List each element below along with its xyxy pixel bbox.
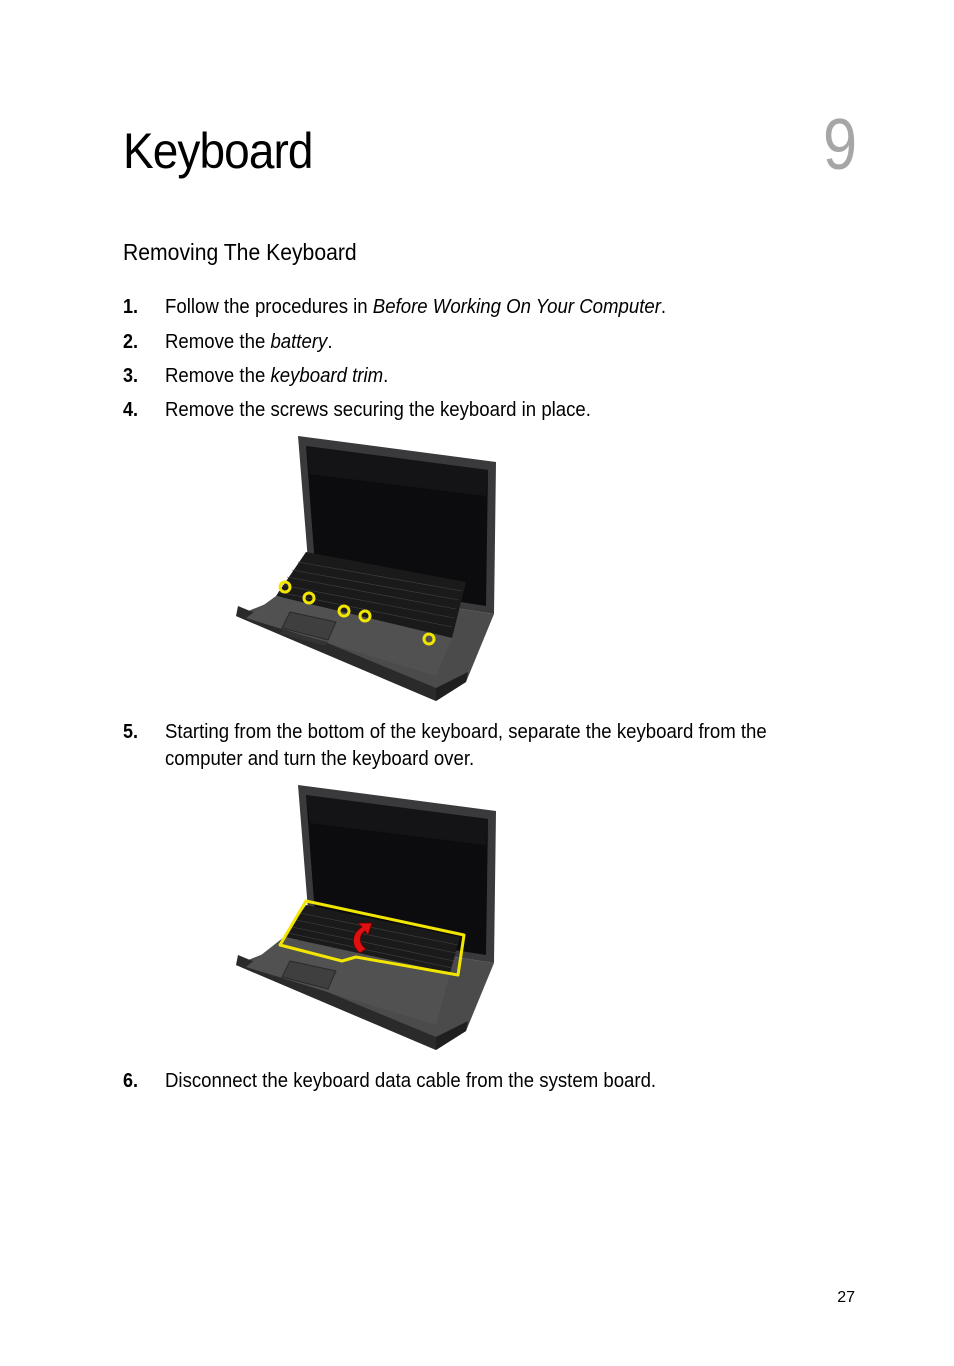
step-number: 2. <box>123 331 139 353</box>
laptop-screws-figure <box>236 436 498 702</box>
step-text: Disconnect the keyboard data cable from the system board. <box>165 1070 657 1092</box>
step-text: Remove the keyboard trim. <box>165 365 389 387</box>
laptop-keyboard-figure <box>236 785 498 1051</box>
step-number: 5. <box>123 721 139 743</box>
step-text: Remove the battery. <box>165 331 333 353</box>
step-number: 6. <box>123 1070 139 1092</box>
cross-reference-link[interactable]: battery <box>270 331 328 353</box>
step-text: Starting from the bottom of the keyboard, separate the keyboard from the computer and turn the keyboard over. <box>165 721 767 770</box>
section-title: Removing The Keyboard <box>123 239 357 265</box>
cross-reference-link[interactable]: Before Working On Your Computer <box>372 296 661 318</box>
chapter-number: 9 <box>822 105 857 185</box>
cross-reference-link[interactable]: keyboard trim <box>270 365 384 387</box>
step-text: Follow the procedures in Before Working On Your Computer. <box>165 296 667 318</box>
step-number: 3. <box>123 365 139 387</box>
page-number: 27 <box>837 1289 855 1306</box>
chapter-title: Keyboard <box>123 123 313 179</box>
step-text: Remove the screws securing the keyboard in place. <box>165 399 591 421</box>
step-number: 4. <box>123 399 139 421</box>
step-number: 1. <box>123 296 139 318</box>
